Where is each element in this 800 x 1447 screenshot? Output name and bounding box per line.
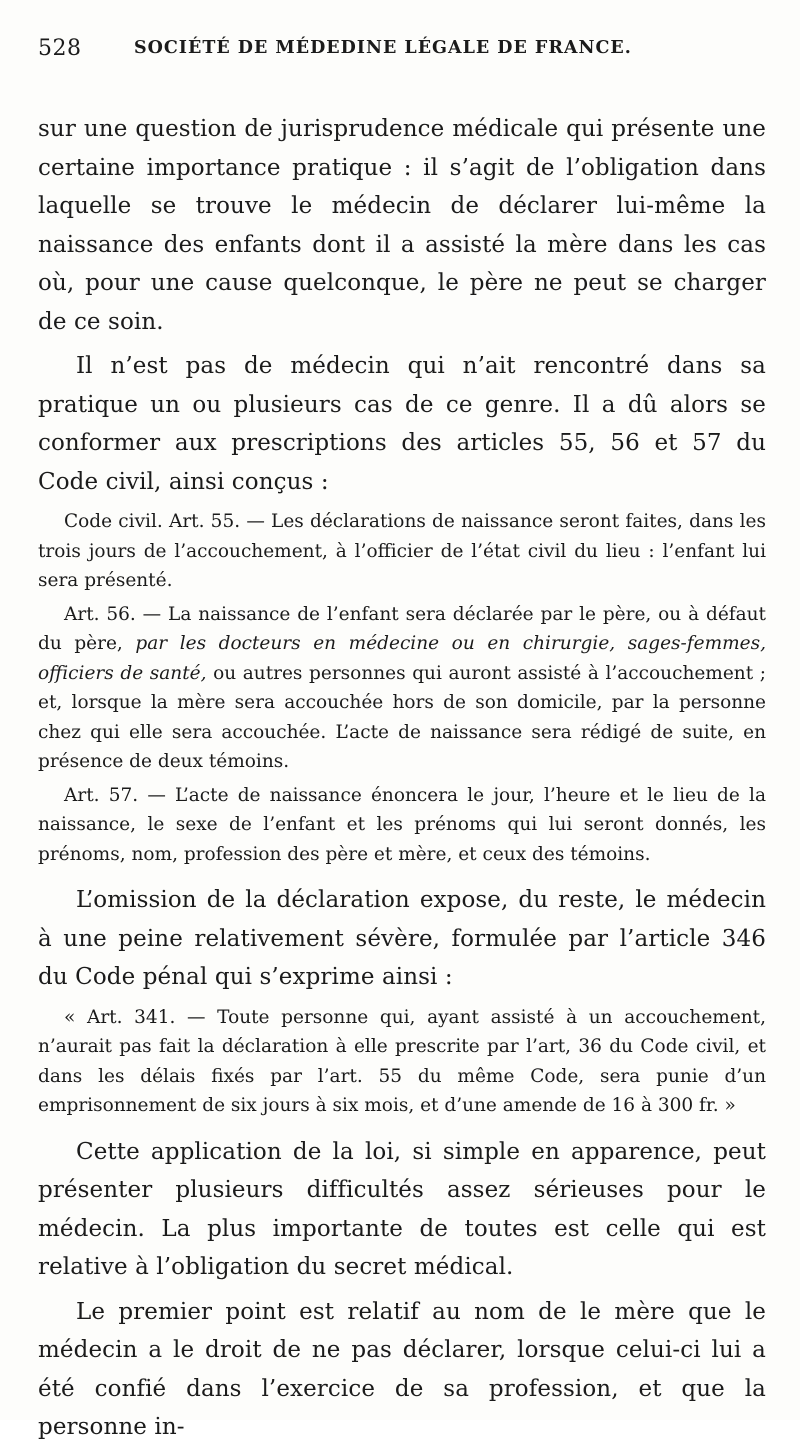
article-56-part-1: Art. 56. — La naissance de l’enfant sera déclarée par le père, ou à défaut du père, — [38, 603, 766, 654]
paragraph-code-civil: Il n’est pas de médecin qui n’ait rencontré dans sa pratique un ou plusieurs cas de ce genre. Il a dû alors se conformer aux prescriptions des articles 55, 56 et 57 du Code civil, ainsi conçus : — [38, 353, 766, 495]
paragraph-premier-point: Le premier point est relatif au nom de le mère que le médecin a le droit de ne pas déclarer, lorsque celui-ci lui a été confié dans l’exercice de sa profession, et que la personne in- — [38, 1298, 766, 1440]
article-57: Art. 57. — L’acte de naissance énoncera le jour, l’heure et le lieu de la naissance, le sexe de l’enfant et les prénoms qui lui seront donnés, les prénoms, nom, profession des père et mère, et ceux des témoins. — [38, 784, 766, 865]
quoted-article-341 — [38, 1003, 766, 1121]
article-56-part-2: ou autres personnes qui auront assisté à l’accouchement ; et, lorsque la mère sera accouchée hors de son domicile, par la personne chez qui elle sera accouchée. L’acte de naissance sera rédigé de suite, en présence de deux témoins. — [38, 662, 766, 772]
running-head — [38, 36, 766, 70]
article-56 — [38, 600, 766, 777]
running-title: SOCIÉTÉ DE MÉDEDINE LÉGALE DE FRANCE. — [134, 38, 632, 58]
quoted-articles — [38, 507, 766, 869]
article-56-italic: par les docteurs en médecine ou en chirurgie, sages-femmes, officiers de santé, — [38, 633, 766, 684]
paragraph-intro: sur une question de jurisprudence médicale qui présente une certaine importance pratique : il s’agit de l’obligation dans laquelle se trouve le médecin de déclarer lui-même la naissance des enfants dont il a assisté la mère dans les cas où, pour une cause quelconque, le père ne peut se charger de ce soin. — [38, 116, 766, 335]
page-number: 528 — [38, 36, 82, 61]
article-341: « Art. 341. — Toute personne qui, ayant assisté à un accouchement, n’aurait pas fait la déclaration à elle prescrite par l’art, 36 du Code civil, et dans les délais fixés par l’art. 55 du même Code, sera punie d’un emprisonnement de six jours à six mois, et d’une amende de 16 à 300 fr. » — [38, 1006, 766, 1116]
article-55: Code civil. Art. 55. — Les déclarations de naissance seront faites, dans les trois jours de l’accouchement, à l’officier de l’état civil du lieu : l’enfant lui sera présenté. — [38, 511, 766, 591]
paragraph-code-penal: L’omission de la déclaration expose, du reste, le médecin à une peine relativement sévère, formulée par l’article 346 du Code pénal qui s’exprime ainsi : — [38, 887, 766, 990]
paragraph-application: Cette application de la loi, si simple en apparence, peut présenter plusieurs difficultés assez sérieuses pour le médecin. La plus importante de toutes est celle qui est relative à l’obligation du secret médical. — [38, 1138, 766, 1280]
